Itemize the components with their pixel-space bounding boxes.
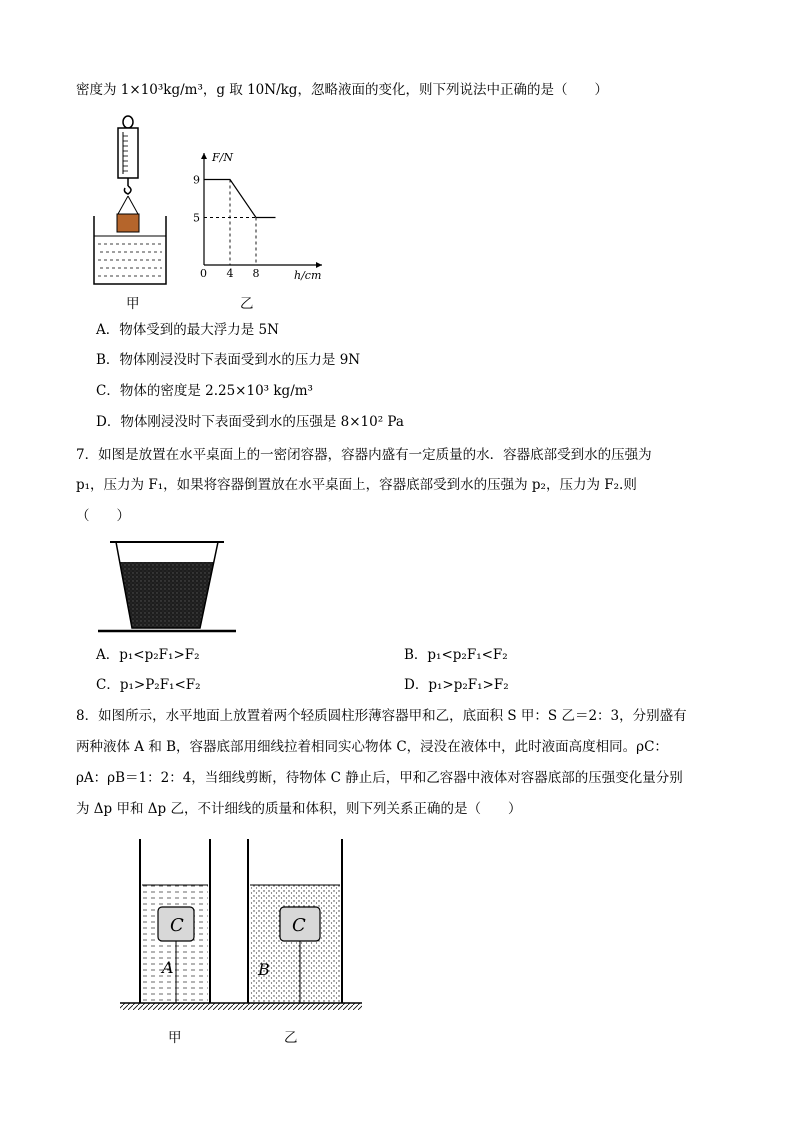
q8-caption-right: 乙	[284, 1030, 298, 1046]
liquid-a-label: A	[162, 958, 174, 977]
q8-line-3: ρA：ρB＝1：2：4，当细线剪断，待物体 C 静止后，甲和乙容器中液体对容器底部的压强变化量分别	[76, 770, 683, 786]
force-depth-graph	[190, 145, 330, 285]
object-c-label-left: C	[170, 915, 184, 936]
q6-intro-line: 密度为 1×10³kg/m³，g 取 10N/kg，忽略液面的变化，则下列说法中正确的是（ ）	[76, 82, 608, 98]
q6-caption-left: 甲	[126, 296, 140, 312]
q6-option-b: B．物体刚浸没时下表面受到水的压力是 9N	[96, 352, 361, 368]
q7-line-1: 7．如图是放置在水平桌面上的一密闭容器，容器内盛有一定质量的水．容器底部受到水的压强为	[76, 447, 652, 463]
object-c-label-right: C	[292, 915, 306, 936]
inverted-container-figure	[96, 536, 238, 636]
q8-line-1: 8．如图所示，水平地面上放置着两个轻质圆柱形薄容器甲和乙，底面积 S 甲：S 乙＝2：3，分别盛有	[76, 708, 687, 724]
q7-option-c: C．p₁>P₂F₁<F₂	[96, 677, 201, 693]
x-tick-4: 4	[226, 267, 234, 280]
q6-caption-right: 乙	[240, 296, 254, 312]
q6-option-d: D．物体刚浸没时下表面受到水的压强是 8×10² Pa	[96, 414, 404, 430]
force-curve	[204, 180, 276, 218]
x-axis-arrow	[316, 262, 322, 268]
q6-option-a: A．物体受到的最大浮力是 5N	[96, 322, 279, 338]
y-axis-label: F/N	[212, 151, 233, 164]
q7-line-3: （ ）	[76, 508, 130, 524]
liquid-b-label: B	[258, 960, 270, 979]
x-tick-8: 8	[252, 267, 260, 280]
q7-option-d: D．p₁>p₂F₁>F₂	[404, 677, 509, 693]
q8-line-4: 为 Δp 甲和 Δp 乙，不计细线的质量和体积，则下列关系正确的是（ ）	[76, 801, 522, 817]
q7-option-b: B．p₁<p₂F₁<F₂	[404, 647, 508, 663]
two-containers-figure	[118, 835, 364, 1015]
q7-line-2: p₁，压力为 F₁，如果将容器倒置放在水平桌面上，容器底部受到水的压强为 p₂，压力为 F₂.则	[76, 477, 637, 493]
spring-scale-beaker-figure	[90, 112, 170, 287]
x-axis-label: h/cm	[294, 269, 322, 282]
origin-label: 0	[200, 267, 207, 280]
y-axis-arrow	[201, 153, 207, 159]
q8-caption-left: 甲	[168, 1030, 182, 1046]
q8-line-2: 两种液体 A 和 B，容器底部用细线拉着相同实心物体 C，浸没在液体中，此时液面高度相同。ρC：	[76, 739, 668, 755]
y-tick-5: 5	[193, 211, 200, 225]
q6-option-c: C．物体的密度是 2.25×10³ kg/m³	[96, 383, 313, 399]
y-tick-9: 9	[193, 173, 200, 187]
q7-option-a: A．p₁<p₂F₁>F₂	[96, 647, 200, 663]
